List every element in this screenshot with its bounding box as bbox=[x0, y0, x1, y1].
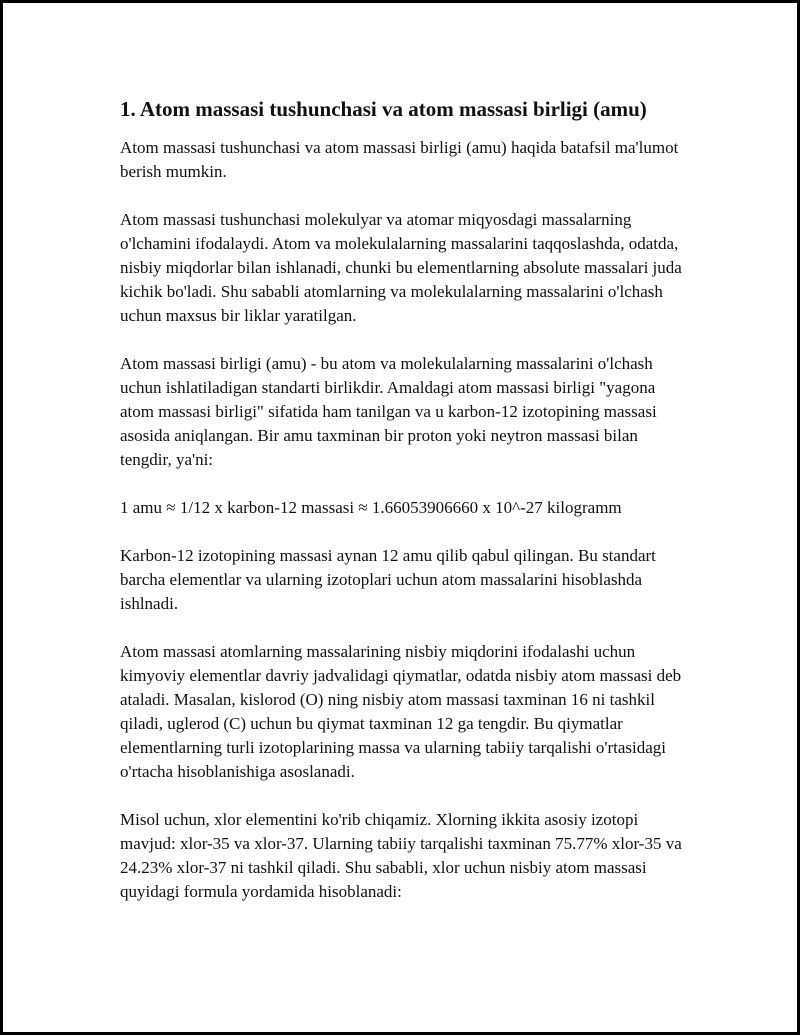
section-heading: 1. Atom massasi tushunchasi va atom massasi birligi (amu) bbox=[120, 97, 647, 121]
paragraph-amu-definition: Atom massasi birligi (amu) - bu atom va molekulalarning massalarini o'lchash uchun ishlatiladigan standarti birlikdir. Amaldagi atom massasi birligi "yagona atom massasi birligi" sifatida ham tanilgan va u karbon-12 izotopining massasi asosida aniqlangan. Bir amu taxminan bir proton yoki neytron massasi bilan tengdir, ya'ni: bbox=[120, 354, 657, 469]
paragraph-carbon-12: Karbon-12 izotopining massasi aynan 12 amu qilib qabul qilingan. Bu standart barcha elementlar va ularning izotoplari uchun atom massalarini hisoblashda ishlnadi. bbox=[120, 546, 656, 613]
paragraph-concept: Atom massasi tushunchasi molekulyar va atomar miqyosdagi massalarning o'lchamini ifodalaydi. Atom va molekulalarning massalarini taqqoslashda, odatda, nisbiy miqdorlar bilan ishlanadi, chunki bu elementlarning absolute massalari juda kichik bo'ladi. Shu sababli atomlarning va molekulalarning massalarini o'lchash uchun maxsus bir liklar yaratilgan. bbox=[120, 210, 682, 325]
document-body bbox=[120, 95, 690, 928]
paragraph-relative-mass: Atom massasi atomlarning massalarining nisbiy miqdorini ifodalashi uchun kimyoviy elementlar davriy jadvalidagi qiymatlar, odatda nisbiy atom massasi deb ataladi. Masalan, kislorod (O) ning nisbiy atom massasi taxminan 16 ni tashkil qiladi, uglerod (C) uchun bu qiymat taxminan 12 ga tengdir. Bu qiymatlar elementlarning turli izotoplarining massa va ularning tabiiy tarqalishi o'rtasidagi o'rtacha hisoblanishiga asoslanadi. bbox=[120, 642, 682, 781]
paragraph-chlorine-example: Misol uchun, xlor elementini ko'rib chiqamiz. Xlorning ikkita asosiy izotopi mavjud: xlor-35 va xlor-37. Ularning tabiiy tarqalishi taxminan 75.77% xlor-35 va 24.23% xlor-37 ni tashkil qiladi. Shu sababli, xlor uchun nisbiy atom massasi quyidagi formula yordamida hisoblanadi: bbox=[120, 810, 682, 901]
paragraph-intro: Atom massasi tushunchasi va atom massasi birligi (amu) haqida batafsil ma'lumot berish mumkin. bbox=[120, 138, 679, 181]
amu-formula: 1 amu ≈ 1/12 x karbon-12 massasi ≈ 1.66053906660 x 10^-27 kilogramm bbox=[120, 498, 622, 517]
